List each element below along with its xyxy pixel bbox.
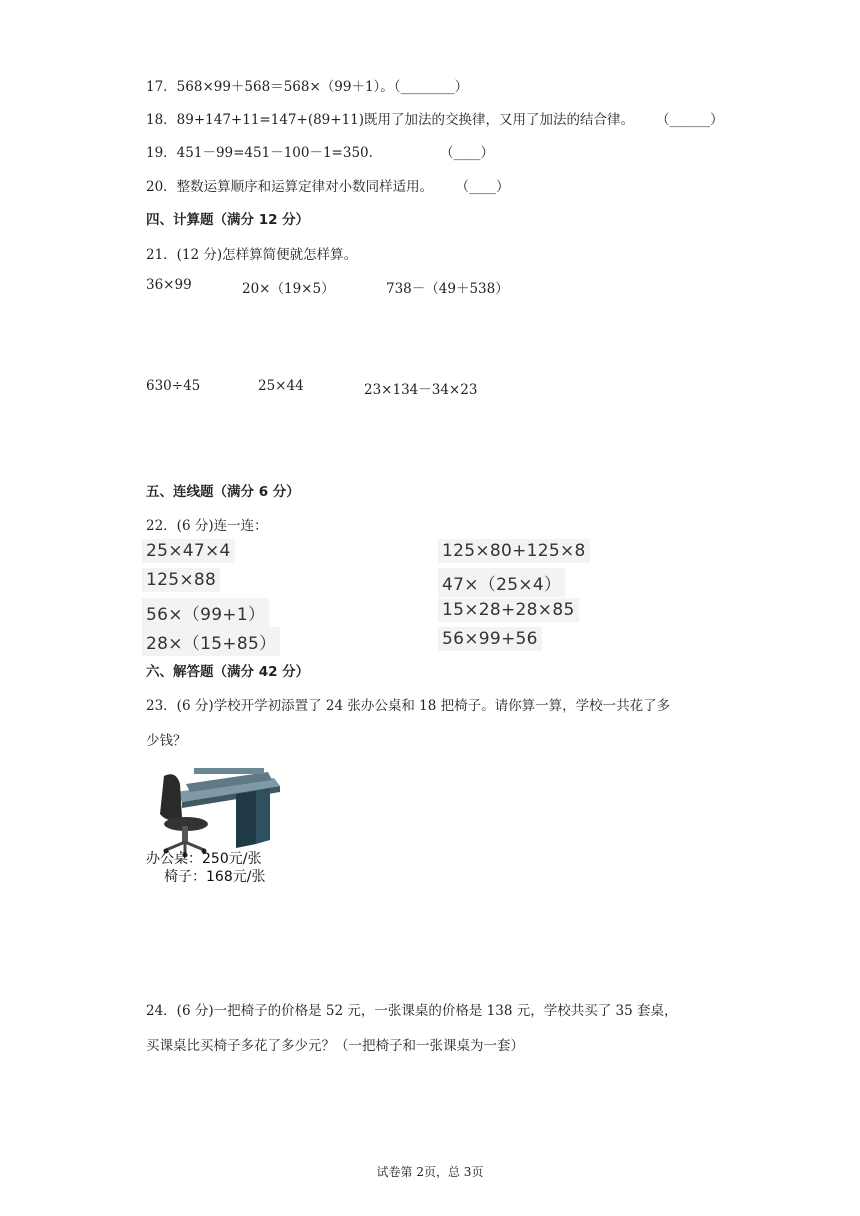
calc-expression: 20×（19×5） [242, 281, 335, 297]
question-22-text: 22．(6 分)连一连： [146, 518, 268, 534]
section-6-heading: 六、解答题（满分 42 分） [146, 664, 310, 680]
calc-expression: 36×99 [146, 277, 192, 293]
question-17 [146, 75, 468, 95]
calc-expression: 738－（49＋538） [386, 281, 509, 297]
match-left-item[interactable]: 28×（15+85） [142, 627, 280, 656]
question-18-text: 18．89+147+11=147+(89+11)既用了加法的交换律，又用了加法的结合律。 [146, 112, 635, 128]
match-right-item[interactable]: 125×80+125×8 [438, 539, 590, 563]
calc-expression: 23×134－34×23 [364, 382, 478, 398]
match-right-item[interactable]: 56×99+56 [438, 627, 542, 651]
match-left-item[interactable]: 56×（99+1） [142, 598, 269, 627]
question-19-text: 19．451－99=451－100－1=350. [146, 145, 373, 161]
question-20 [146, 175, 509, 195]
desk-price-caption: 办公桌：250元/张 [146, 851, 262, 867]
match-left-item[interactable]: 25×47×4 [142, 539, 235, 563]
question-19 [146, 141, 494, 161]
chair-price-caption: 椅子：168元/张 [164, 869, 266, 885]
question-20-text: 20．整数运算顺序和运算定律对小数同样适用。 [146, 179, 434, 195]
question-23-line-1: 23．(6 分)学校开学初添置了 24 张办公桌和 18 把椅子。请你算一算，学校一共花了多 [146, 698, 671, 714]
match-right-item[interactable]: 47×（25×4） [438, 568, 565, 597]
section-5-heading: 五、连线题（满分 6 分） [146, 484, 300, 500]
match-right-item[interactable]: 15×28+28×85 [438, 598, 579, 622]
page-footer: 试卷第 2页，总 3页 [376, 1165, 484, 1179]
question-18 [146, 108, 724, 128]
question-23-line-2: 少钱？ [146, 733, 187, 749]
answer-blank-17[interactable]: ________ [400, 79, 455, 95]
question-17-close: ） [454, 79, 469, 95]
answer-blank-18[interactable]: （______） [656, 112, 724, 128]
match-left-item[interactable]: 125×88 [142, 568, 220, 592]
answer-blank-20[interactable]: （____） [455, 179, 510, 195]
question-17-text: 17．568×99＋568＝568×（99＋1）。（ [146, 79, 401, 95]
calc-expression: 25×44 [258, 378, 304, 394]
question-24-line-1: 24．(6 分)一把椅子的价格是 52 元，一张课桌的价格是 138 元，学校共买了 35 套桌， [146, 1003, 678, 1019]
question-24-line-2: 买课桌比买椅子多花了多少元？（一把椅子和一张课桌为一套） [146, 1038, 524, 1054]
question-21-text: 21．(12 分)怎样算简便就怎样算。 [146, 247, 358, 263]
answer-blank-19[interactable]: （____） [440, 145, 494, 161]
calc-expression: 630÷45 [146, 378, 201, 394]
section-4-heading: 四、计算题（满分 12 分） [146, 212, 310, 228]
